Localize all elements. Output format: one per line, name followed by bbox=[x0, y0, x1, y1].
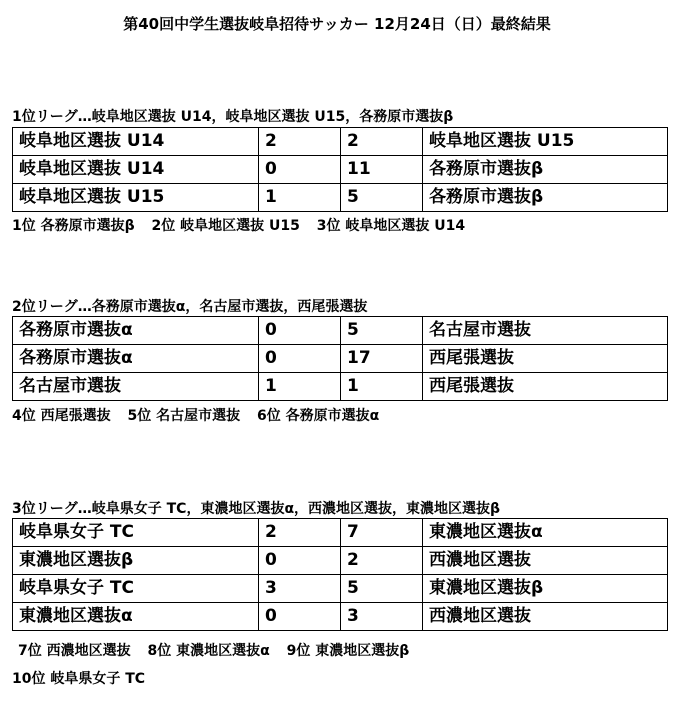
away-team: 東濃地区選抜β bbox=[423, 575, 668, 603]
away-score: 1 bbox=[341, 373, 423, 401]
league-1-standings bbox=[12, 215, 477, 235]
home-team: 東濃地区選抜β bbox=[13, 547, 259, 575]
home-score: 0 bbox=[259, 156, 341, 184]
away-score: 17 bbox=[341, 345, 423, 373]
league-2-table bbox=[12, 316, 668, 401]
home-team: 岐阜県女子 TC bbox=[13, 575, 259, 603]
home-team: 各務原市選抜α bbox=[13, 317, 259, 345]
league-2-standings bbox=[12, 405, 391, 425]
home-score: 2 bbox=[259, 519, 341, 547]
home-score: 0 bbox=[259, 547, 341, 575]
table-row bbox=[13, 547, 668, 575]
away-score: 2 bbox=[341, 128, 423, 156]
home-team: 岐阜地区選抜 U14 bbox=[13, 128, 259, 156]
home-team: 東濃地区選抜α bbox=[13, 603, 259, 631]
table-row bbox=[13, 128, 668, 156]
league-1-title: 1位リーグ…岐阜地区選抜 U14，岐阜地区選抜 U15，各務原市選抜β bbox=[12, 109, 454, 125]
away-score: 2 bbox=[341, 547, 423, 575]
home-score: 1 bbox=[259, 373, 341, 401]
home-score: 0 bbox=[259, 345, 341, 373]
home-score: 0 bbox=[259, 603, 341, 631]
away-team: 西尾張選抜 bbox=[423, 345, 668, 373]
table-row bbox=[13, 519, 668, 547]
table-row bbox=[13, 184, 668, 212]
standing-item: 1位 各務原市選抜β bbox=[12, 218, 135, 234]
league-2-title: 2位リーグ…各務原市選抜α，名古屋市選抜，西尾張選抜 bbox=[12, 299, 368, 315]
league-3-table bbox=[12, 518, 668, 631]
home-team: 岐阜県女子 TC bbox=[13, 519, 259, 547]
league-3-extra-standing: 10位 岐阜県女子 TC bbox=[12, 671, 146, 687]
home-score: 0 bbox=[259, 317, 341, 345]
away-team: 各務原市選抜β bbox=[423, 156, 668, 184]
away-team: 各務原市選抜β bbox=[423, 184, 668, 212]
home-score: 3 bbox=[259, 575, 341, 603]
home-team: 各務原市選抜α bbox=[13, 345, 259, 373]
away-score: 3 bbox=[341, 603, 423, 631]
away-team: 東濃地区選抜α bbox=[423, 519, 668, 547]
away-score: 11 bbox=[341, 156, 423, 184]
away-score: 5 bbox=[341, 575, 423, 603]
standing-item: 4位 西尾張選抜 bbox=[12, 408, 111, 424]
away-score: 5 bbox=[341, 317, 423, 345]
standing-item: 5位 名古屋市選抜 bbox=[127, 408, 241, 424]
home-score: 1 bbox=[259, 184, 341, 212]
standing-item: 6位 各務原市選抜α bbox=[257, 408, 380, 424]
table-row bbox=[13, 317, 668, 345]
table-row bbox=[13, 603, 668, 631]
away-score: 5 bbox=[341, 184, 423, 212]
league-3-title: 3位リーグ…岐阜県女子 TC，東濃地区選抜α，西濃地区選抜，東濃地区選抜β bbox=[12, 501, 501, 517]
table-row bbox=[13, 373, 668, 401]
page-title: 第40回中学生選抜岐阜招待サッカー 12月24日（日）最終結果 bbox=[123, 15, 551, 33]
standing-item: 8位 東濃地区選抜α bbox=[147, 643, 270, 659]
away-team: 西尾張選抜 bbox=[423, 373, 668, 401]
home-team: 名古屋市選抜 bbox=[13, 373, 259, 401]
table-row bbox=[13, 575, 668, 603]
standing-item: 7位 西濃地区選抜 bbox=[18, 643, 131, 659]
table-row bbox=[13, 345, 668, 373]
table-row bbox=[13, 156, 668, 184]
home-score: 2 bbox=[259, 128, 341, 156]
away-score: 7 bbox=[341, 519, 423, 547]
standing-item: 3位 岐阜地区選抜 U14 bbox=[316, 218, 466, 234]
away-team: 西濃地区選抜 bbox=[423, 603, 668, 631]
standing-item: 2位 岐阜地区選抜 U15 bbox=[151, 218, 300, 234]
league-3-standings bbox=[18, 640, 421, 660]
home-team: 岐阜地区選抜 U14 bbox=[13, 156, 259, 184]
standing-item: 9位 東濃地区選抜β bbox=[286, 643, 410, 659]
home-team: 岐阜地区選抜 U15 bbox=[13, 184, 259, 212]
away-team: 岐阜地区選抜 U15 bbox=[423, 128, 668, 156]
away-team: 名古屋市選抜 bbox=[423, 317, 668, 345]
league-1-table bbox=[12, 127, 668, 212]
away-team: 西濃地区選抜 bbox=[423, 547, 668, 575]
